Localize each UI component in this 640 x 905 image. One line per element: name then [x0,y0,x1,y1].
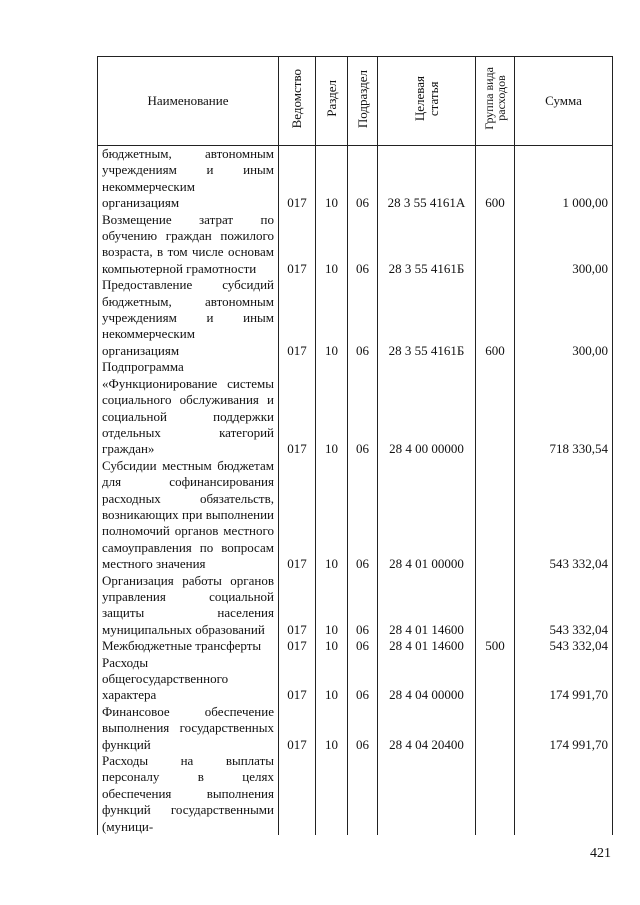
cell-subsection: 06 [348,359,378,457]
table-body [98,146,613,836]
cell-expense-group: 600 [476,277,515,359]
table-row [98,655,613,704]
cell-department: 017 [279,704,316,753]
table-row [98,359,613,457]
table-row [98,146,613,212]
cell-expense-group [476,753,515,835]
cell-section: 10 [316,359,348,457]
cell-subsection [348,753,378,835]
table-row [98,458,613,573]
cell-name: Организация работы органов управления социальной защиты населения муниципальных образований [98,573,279,639]
cell-target-article: 28 4 04 20400 [378,704,476,753]
table-row [98,573,613,639]
cell-sum: 718 330,54 [515,359,613,457]
table-row [98,704,613,753]
cell-department [279,753,316,835]
cell-target-article: 28 4 01 14600 [378,573,476,639]
budget-table [97,56,613,835]
cell-expense-group [476,458,515,573]
cell-department: 017 [279,146,316,212]
cell-section: 10 [316,212,348,278]
cell-sum: 174 991,70 [515,704,613,753]
page-number: 421 [590,846,611,861]
cell-name: Расходы на выплаты персоналу в целях обеспечения выполнения функций государственными (муници- [98,753,279,835]
cell-name: Финансовое обеспечение выполнения государственных функций [98,704,279,753]
cell-section: 10 [316,704,348,753]
cell-sum [515,753,613,835]
cell-section: 10 [316,277,348,359]
header-department: Ведомство [279,57,316,146]
table-row [98,277,613,359]
cell-expense-group [476,655,515,704]
cell-subsection: 06 [348,573,378,639]
cell-name: Расходы общегосударственного характера [98,655,279,704]
cell-subsection: 06 [348,655,378,704]
cell-name: Возмещение затрат по обучению граждан пожилого возраста, в том числе основам компьютерной грамотности [98,212,279,278]
cell-subsection: 06 [348,277,378,359]
cell-subsection: 06 [348,458,378,573]
cell-section: 10 [316,146,348,212]
cell-department: 017 [279,573,316,639]
cell-subsection: 06 [348,212,378,278]
cell-department: 017 [279,277,316,359]
cell-sum: 174 991,70 [515,655,613,704]
cell-name: Подпрограмма «Функционирование системы социального обслуживания и социальной поддержки отдельных категорий граждан» [98,359,279,457]
cell-sum: 543 332,04 [515,458,613,573]
table-header-row [98,57,613,146]
cell-target-article: 28 3 55 4161Б [378,212,476,278]
header-name: Наименование [98,57,279,146]
cell-target-article: 28 4 01 00000 [378,458,476,573]
cell-sum: 300,00 [515,212,613,278]
cell-target-article: 28 4 00 00000 [378,359,476,457]
cell-department: 017 [279,359,316,457]
cell-subsection: 06 [348,704,378,753]
cell-expense-group [476,573,515,639]
cell-section: 10 [316,573,348,639]
cell-section: 10 [316,458,348,573]
cell-expense-group [476,704,515,753]
cell-section: 10 [316,655,348,704]
cell-sum: 543 332,04 [515,573,613,639]
header-target-article: Целевая статья [378,57,476,146]
cell-expense-group: 500 [476,638,515,654]
cell-name: бюджетным, автономным учреждениям и иным некоммерческим организациям [98,146,279,212]
cell-subsection: 06 [348,638,378,654]
cell-sum: 543 332,04 [515,638,613,654]
cell-target-article [378,753,476,835]
header-subsection: Подраздел [348,57,378,146]
cell-target-article: 28 3 55 4161А [378,146,476,212]
cell-target-article: 28 3 55 4161Б [378,277,476,359]
header-sum: Сумма [515,57,613,146]
cell-department: 017 [279,212,316,278]
cell-department: 017 [279,655,316,704]
table-row [98,638,613,654]
header-section: Раздел [316,57,348,146]
cell-target-article: 28 4 01 14600 [378,638,476,654]
table-row [98,212,613,278]
cell-target-article: 28 4 04 00000 [378,655,476,704]
cell-department: 017 [279,458,316,573]
cell-subsection: 06 [348,146,378,212]
cell-section [316,753,348,835]
cell-name: Межбюджетные трансферты [98,638,279,654]
cell-name: Субсидии местным бюджетам для софинансирования расходных обязательств, возникающих при выполнении полномочий органов местного самоуправления по вопросам местного значения [98,458,279,573]
cell-sum: 1 000,00 [515,146,613,212]
cell-section: 10 [316,638,348,654]
cell-expense-group: 600 [476,146,515,212]
cell-name: Предоставление субсидий бюджетным, автономным учреждениям и иным некоммерческим организациям [98,277,279,359]
cell-expense-group [476,359,515,457]
cell-expense-group [476,212,515,278]
cell-department: 017 [279,638,316,654]
header-expense-group: Группа вида расходов [476,57,515,146]
table-row-continued [98,753,613,835]
cell-sum: 300,00 [515,277,613,359]
